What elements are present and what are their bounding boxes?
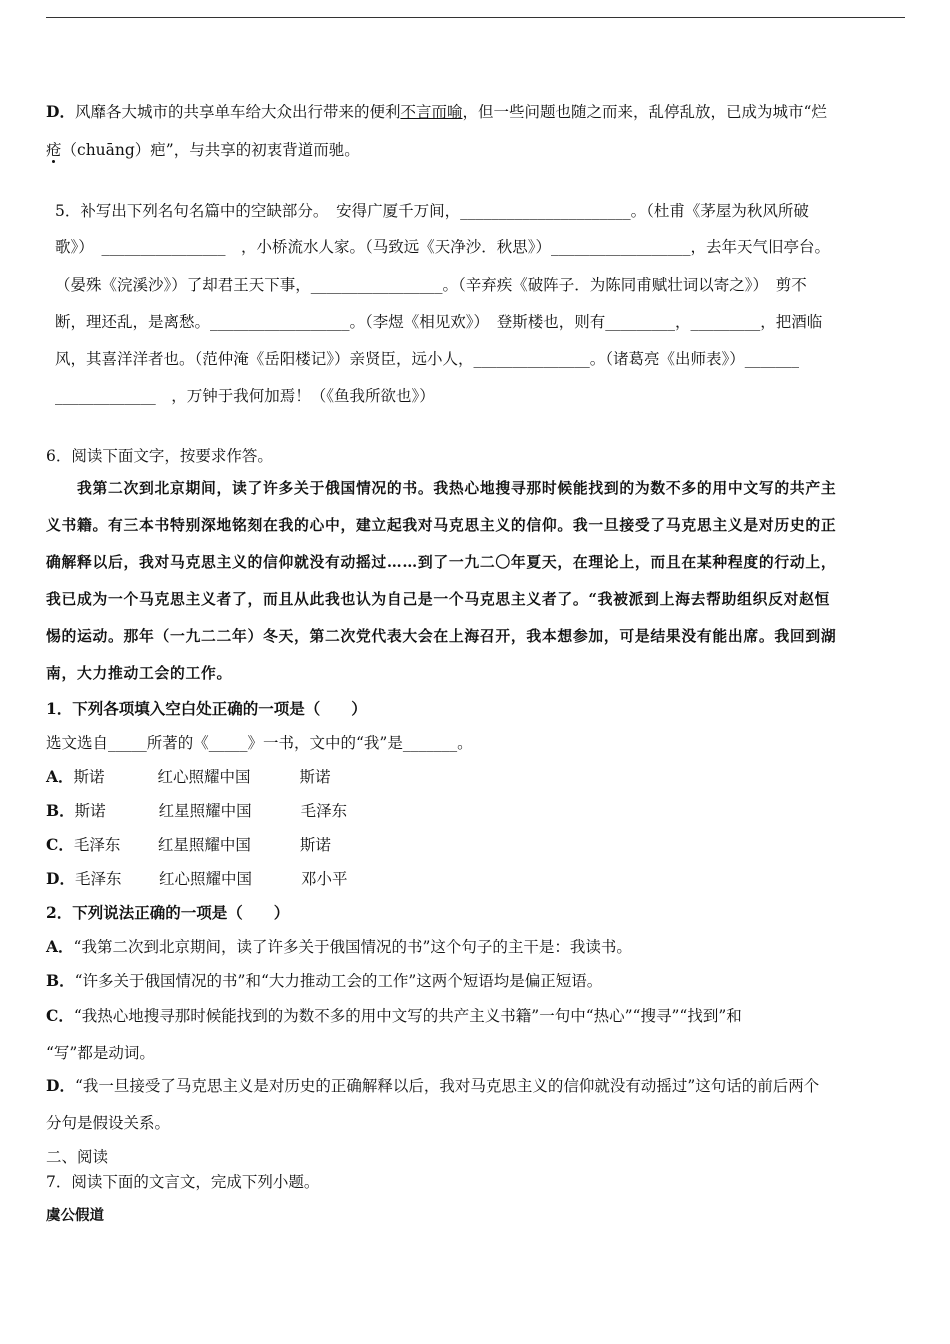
q4-option-d: [46, 102, 827, 122]
option-label: B．: [46, 801, 75, 820]
q5-line-6: _____________ ，万钟于我何加焉！（《鱼我所欲也》）: [55, 387, 435, 405]
q6-sub1-option-b: [46, 801, 347, 821]
stem-text: 2．下列说法正确的一项是（ ）: [46, 903, 290, 922]
option-label: A．: [46, 767, 74, 786]
article-title: 虞公假道: [46, 1207, 104, 1224]
option-text: “许多关于俄国情况的书”和“大力推动工会的工作”这两个短语均是偏正短语。: [74, 972, 603, 990]
q6-sub2-option-b: [46, 971, 602, 991]
option-col-a: 斯诺: [73, 768, 105, 786]
option-col-c: 斯诺: [299, 836, 331, 854]
q5-line-4: 断，理还乱，是离愁。__________________。（李煜《相见欢》） 登斯楼也，则有_________，_________，把酒临: [55, 313, 823, 331]
option-label: A．: [46, 937, 74, 956]
q6-sub1-blank-line: 选文选自_____所著的《_____》一书，文中的“我”是_______。: [46, 734, 473, 752]
dotted-char: 疮: [46, 141, 62, 159]
option-label: C．: [46, 835, 74, 854]
q6-sub2-stem: [46, 903, 289, 923]
option-label: D．: [46, 1076, 75, 1095]
option-col-a: 毛泽东: [74, 870, 122, 888]
option-col-b: 红心照耀中国: [158, 870, 252, 888]
option-text: “我一旦接受了马克思主义是对历史的正确解释以后，我对马克思主义的信仰就没有动摇过”这句话的前后两个: [74, 1077, 820, 1095]
q6-title: 6．阅读下面文字，按要求作答。: [46, 447, 273, 465]
option-label: D．: [46, 102, 75, 121]
section-heading: 二、阅读: [46, 1148, 109, 1166]
passage-line: 我第二次到北京期间，读了许多关于俄国情况的书。我热心地搜寻那时候能找到的为数不多的用中文写的共产主: [46, 480, 837, 497]
passage-line: 义书籍。有三本书特别深地铭刻在我的心中，建立起我对马克思主义的信仰。我一旦接受了马克思主义是对历史的正: [46, 517, 837, 534]
option-col-c: 斯诺: [299, 768, 331, 786]
option-col-a: 毛泽东: [73, 836, 121, 854]
option-text: 风靡各大城市的共享单车给大众出行带来的便利: [74, 103, 401, 121]
q5-line-3: （晏殊《浣溪沙》）了却君王天下事，_________________。（辛弃疾《破阵子．为陈同甫赋壮词以寄之》） 剪不: [55, 276, 807, 294]
q6-sub1-option-c: [46, 835, 331, 855]
q6-sub2-option-a: [46, 937, 632, 957]
q6-sub2-option-c: [46, 1006, 742, 1026]
q5-line-1: 5．补写出下列名句名篇中的空缺部分。 安得广厦千万间，______________________。（杜甫《茅屋为秋风所破: [55, 202, 809, 220]
passage-line: 南，大力推动工会的工作。: [46, 665, 232, 682]
q6-sub1-option-d: [46, 869, 347, 889]
option-col-b: 红星照耀中国: [157, 836, 251, 854]
passage-line: 惕的运动。那年（一九二二年）冬天，第二次党代表大会在上海召开，我本想参加，可是结果没有能出席。我回到湖: [46, 628, 837, 645]
q6-passage: [46, 470, 904, 692]
option-col-a: 斯诺: [74, 802, 106, 820]
option-label: C．: [46, 1006, 74, 1025]
option-text: “我热心地搜寻那时候能找到的为数不多的用中文写的共产主义书籍”一句中“热心”“搜寻”“找到”和: [73, 1007, 742, 1025]
stem-text: 1．下列各项填入空白处正确的一项是（ ）: [46, 699, 367, 718]
option-label: B．: [46, 971, 75, 990]
option-text-line2: （chuāng）疤”，与共享的初衷背道而驰。: [61, 141, 360, 159]
q6-sub1-stem: [46, 699, 367, 719]
option-text: “我第二次到北京期间，读了许多关于俄国情况的书”这个句子的主干是：我读书。: [73, 938, 632, 956]
passage-line: 我已成为一个马克思主义者了，而且从此我也认为自己是一个马克思主义者了。“我被派到上海去帮助组织反对赵恒: [46, 591, 831, 608]
option-col-c: 邓小平: [300, 870, 348, 888]
q6-sub2-option-d-cont: 分句是假设关系。: [46, 1114, 171, 1132]
q4-option-d-line2: [46, 140, 360, 160]
q5-line-5: 风，其喜洋洋者也。（范仲淹《岳阳楼记》）亲贤臣，远小人，_______________。（诸葛亮《出师表》）_______: [55, 350, 800, 368]
option-col-b: 红星照耀中国: [158, 802, 252, 820]
option-label: D．: [46, 869, 75, 888]
option-col-b: 红心照耀中国: [157, 768, 251, 786]
header-rule: [46, 17, 905, 18]
passage-line: 确解释以后，我对马克思主义的信仰就没有动摇过……到了一九二〇年夏天，在理论上，而且在某种程度的行动上，: [46, 554, 837, 571]
q5-line-2: 歌》） ________________ ，小桥流水人家。（马致远《天净沙．秋思》）__________________，去年天气旧亭台。: [55, 238, 831, 256]
underlined-phrase: 不言而喻: [400, 103, 463, 121]
q6-sub1-option-a: [46, 767, 331, 787]
q7-stem: 7．阅读下面的文言文，完成下列小题。: [46, 1173, 320, 1191]
option-col-c: 毛泽东: [300, 802, 348, 820]
option-text-cont: ，但一些问题也随之而来，乱停乱放，已成为城市“烂: [462, 103, 827, 121]
q6-sub2-option-c-cont: “写”都是动词。: [46, 1044, 155, 1062]
q6-sub2-option-d: [46, 1076, 819, 1096]
